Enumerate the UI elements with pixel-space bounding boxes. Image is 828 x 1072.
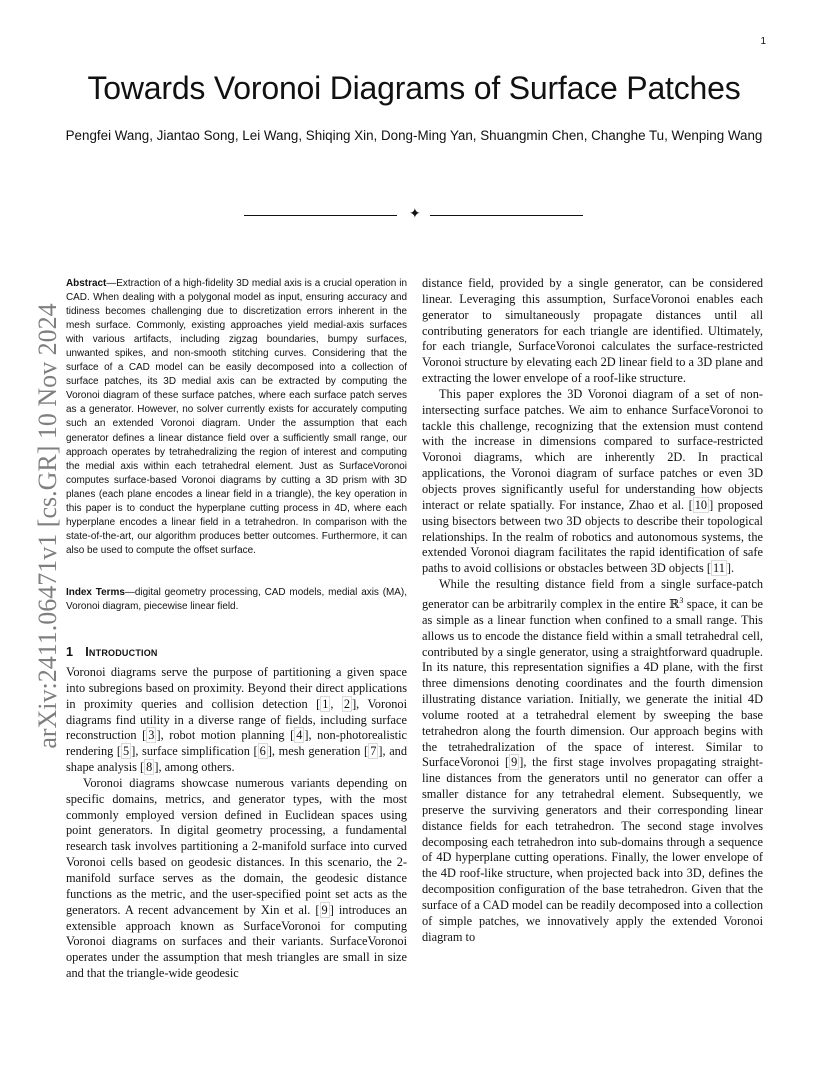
citation-link[interactable]: 1 <box>322 696 329 711</box>
text-run: ], surface simplification [ <box>131 744 258 759</box>
author-list: Pengfei Wang, Jiantao Song, Lei Wang, Shiqing Xin, Dong-Ming Yan, Shuangmin Chen, Changhe Tu, Wenping Wang <box>65 128 763 143</box>
abstract-label: Abstract <box>66 278 107 289</box>
real-numbers-symbol: ℝ <box>669 596 680 611</box>
text-run: , <box>330 696 342 711</box>
citation-link[interactable]: 11 <box>713 561 725 576</box>
section-title: Introduction <box>85 645 158 659</box>
section-heading <box>66 645 158 659</box>
superscript-three: 3 <box>679 595 684 605</box>
intro-paragraph-2 <box>66 776 407 982</box>
intro-paragraph-5 <box>422 577 763 946</box>
separator-diamond-icon: ✦ <box>409 207 421 222</box>
text-run: ], mesh generation [ <box>267 744 369 759</box>
text-run: ], robot motion planning [ <box>156 728 295 743</box>
text-run: ], among others. <box>154 760 235 775</box>
text-run: While the resulting distance field from a single surface-patch generator can be arbitrarily complex in the entire <box>422 577 763 611</box>
citation-link[interactable]: 9 <box>321 902 328 917</box>
separator-rule-right <box>430 215 583 216</box>
abstract <box>66 277 407 558</box>
arxiv-identifier-stamp: arXiv:2411.06471v1 [cs.GR] 10 Nov 2024 <box>33 303 62 749</box>
text-run: ] introduces an extensible approach known as SurfaceVoronoi for computing Voronoi diagrams on surfaces and their variants. SurfaceVoronoi operates under the assumption that mesh triangles are small in size and that the triangle-wide geodesic <box>66 902 407 981</box>
citation-link[interactable]: 3 <box>148 728 155 743</box>
index-terms-label: Index Terms <box>66 587 125 598</box>
citation-link[interactable]: 2 <box>343 696 351 711</box>
separator-rule-left <box>244 215 397 216</box>
abstract-text: —Extraction of a high-fidelity 3D medial axis is a crucial operation in CAD. When dealing with a polygonal model as input, ensuring accuracy and tidiness becomes challenging due to discretization errors inherent in the mesh surface. Commonly, existing approaches yield medial-axis surfaces with various artifacts, including zigzag boundaries, bumpy surfaces, unwanted spikes, and non-smooth stitching curves. Considering that the surface of a CAD model can be easily decomposed into a collection of surface patches, its 3D medial axis can be extracted by computing the Voronoi diagram of these surface patches, where each surface patch serves as a generator. However, no solver currently exists for accurately computing such an extended Voronoi diagram. Under the assumption that each generator defines a linear distance field over a sufficiently small range, our approach operates by tetrahedralizing the region of interest and computing the medial axis within each tetrahedral element. Just as SurfaceVoronoi computes surface-based Voronoi diagrams by cutting a 3D prism with 3D planes (each plane encodes a linear field in a triangle), the key operation in this paper is to conduct the hyperplane cutting process in 4D, where each hyperplane encodes a linear field in a tetrahedron. In comparison with the state-of-the-art, our algorithm produces better outcomes. Furthermore, it can also be used to compute the offset surface. <box>66 278 407 556</box>
text-run: ]. <box>726 561 735 576</box>
intro-paragraph-3: distance field, provided by a single generator, can be considered linear. Leveraging this assumption, SurfaceVoronoi enables each generator to simultaneously propagate distances until all contributing generators for each triangle are identified. Ultimately, for each triangle, SurfaceVoronoi calculates the surface-restricted Voronoi structure by elevating each 2D linear field to a 3D plane and extracting the lower envelope of a roof-like structure. <box>422 276 763 386</box>
citation-link[interactable]: 9 <box>511 755 518 770</box>
citation-link[interactable]: 6 <box>259 744 266 759</box>
text-run: ], non-photorealistic rendering [ <box>66 728 407 759</box>
left-column <box>66 665 407 982</box>
intro-paragraph-4 <box>422 387 763 577</box>
citation-link[interactable]: 7 <box>370 744 377 759</box>
page-number: 1 <box>760 36 766 47</box>
citation-link[interactable]: 4 <box>296 728 303 743</box>
title-separator <box>0 207 828 222</box>
text-run: Voronoi diagrams serve the purpose of partitioning a given space into subregions based on proximity. Beyond their direct applications in proximity queries and collision detection [ <box>66 665 407 711</box>
text-run: space, it can be as simple as a linear function when confined to a small range. This allows us to encode the distance field within a small tetrahedral cell, contributed by a single generator, using a straightforward quadruple. In its nature, this representation signifies a 4D plane, with the first three dimensions denoting coordinates and the fourth dimension illustrating distance variation. Initially, we generate the initial 4D volume rooted at a tetrahedral element by sweeping the base tetrahedron along the fourth dimension. Our approach begins with the tetrahedralization of the space of interest. Similar to SurfaceVoronoi [ <box>422 596 763 770</box>
section-number: 1 <box>66 645 74 659</box>
text-run: ], the first stage involves propagating straight-line distances from the generators until no generator can offer a smaller distance for any tetrahedral element. Subsequently, we preserve the surviving generators and their corresponding linear distance fields for each tetrahedron. The second stage involves decomposing each tetrahedron into sub-domains through a sequence of 4D hyperplane cutting operations. Finally, the lower envelope of the 4D roof-like structure, when projected back into 3D, defines the decomposition configuration of the base tetrahedron. Given that the surface of a CAD model can be readily decomposed into a collection of simple patches, we innovatively apply the extended Voronoi diagram to <box>422 755 763 944</box>
index-terms-text: —digital geometry processing, CAD models, medial axis (MA), Voronoi diagram, piecewise linear field. <box>66 587 408 613</box>
paper-title: Towards Voronoi Diagrams of Surface Patches <box>87 70 741 106</box>
text-run: ], Voronoi diagrams find utility in a diverse range of fields, including surface reconstruction [ <box>66 696 408 743</box>
index-terms <box>66 586 407 614</box>
text-run: Voronoi diagrams showcase numerous variants depending on specific domains, metrics, and generator types, with the most commonly employed version defined in Euclidean spaces using point generators. In digital geometry processing, a fundamental research task involves partitioning a 2-manifold surface into curved Voronoi cells based on geodesic distances. In this scenario, the 2-manifold surface serves as the domain, the geodesic distance functions as the metric, and the user-specified point set acts as the generators. A recent advancement by Xin et al. [ <box>66 775 407 917</box>
intro-paragraph-1 <box>66 665 407 776</box>
right-column <box>422 276 763 946</box>
citation-link[interactable]: 5 <box>123 744 130 759</box>
text-run: ], and shape analysis [ <box>66 744 408 775</box>
citation-link[interactable]: 10 <box>694 497 708 512</box>
text-run: ] proposed using bisectors between two 3D objects to describe their topological relationships. In the realm of robotics and autonomous systems, the extended Voronoi diagram facilitates the rapid identification of safe paths to avoid collisions or obstacles between 3D objects [ <box>422 497 763 576</box>
text-run: This paper explores the 3D Voronoi diagram of a set of non-intersecting surface patches. We aim to enhance SurfaceVoronoi to tackle this challenge, recognizing that the extension must contend with the increase in dimensions compared to surface-restricted Voronoi diagrams, which are inherently 2D. In practical applications, the Voronoi diagram of surface patches or even 3D objects proves significantly useful for understanding how objects interact or relate spatially. For instance, Zhao et al. [ <box>422 386 763 512</box>
citation-link[interactable]: 8 <box>146 760 153 775</box>
